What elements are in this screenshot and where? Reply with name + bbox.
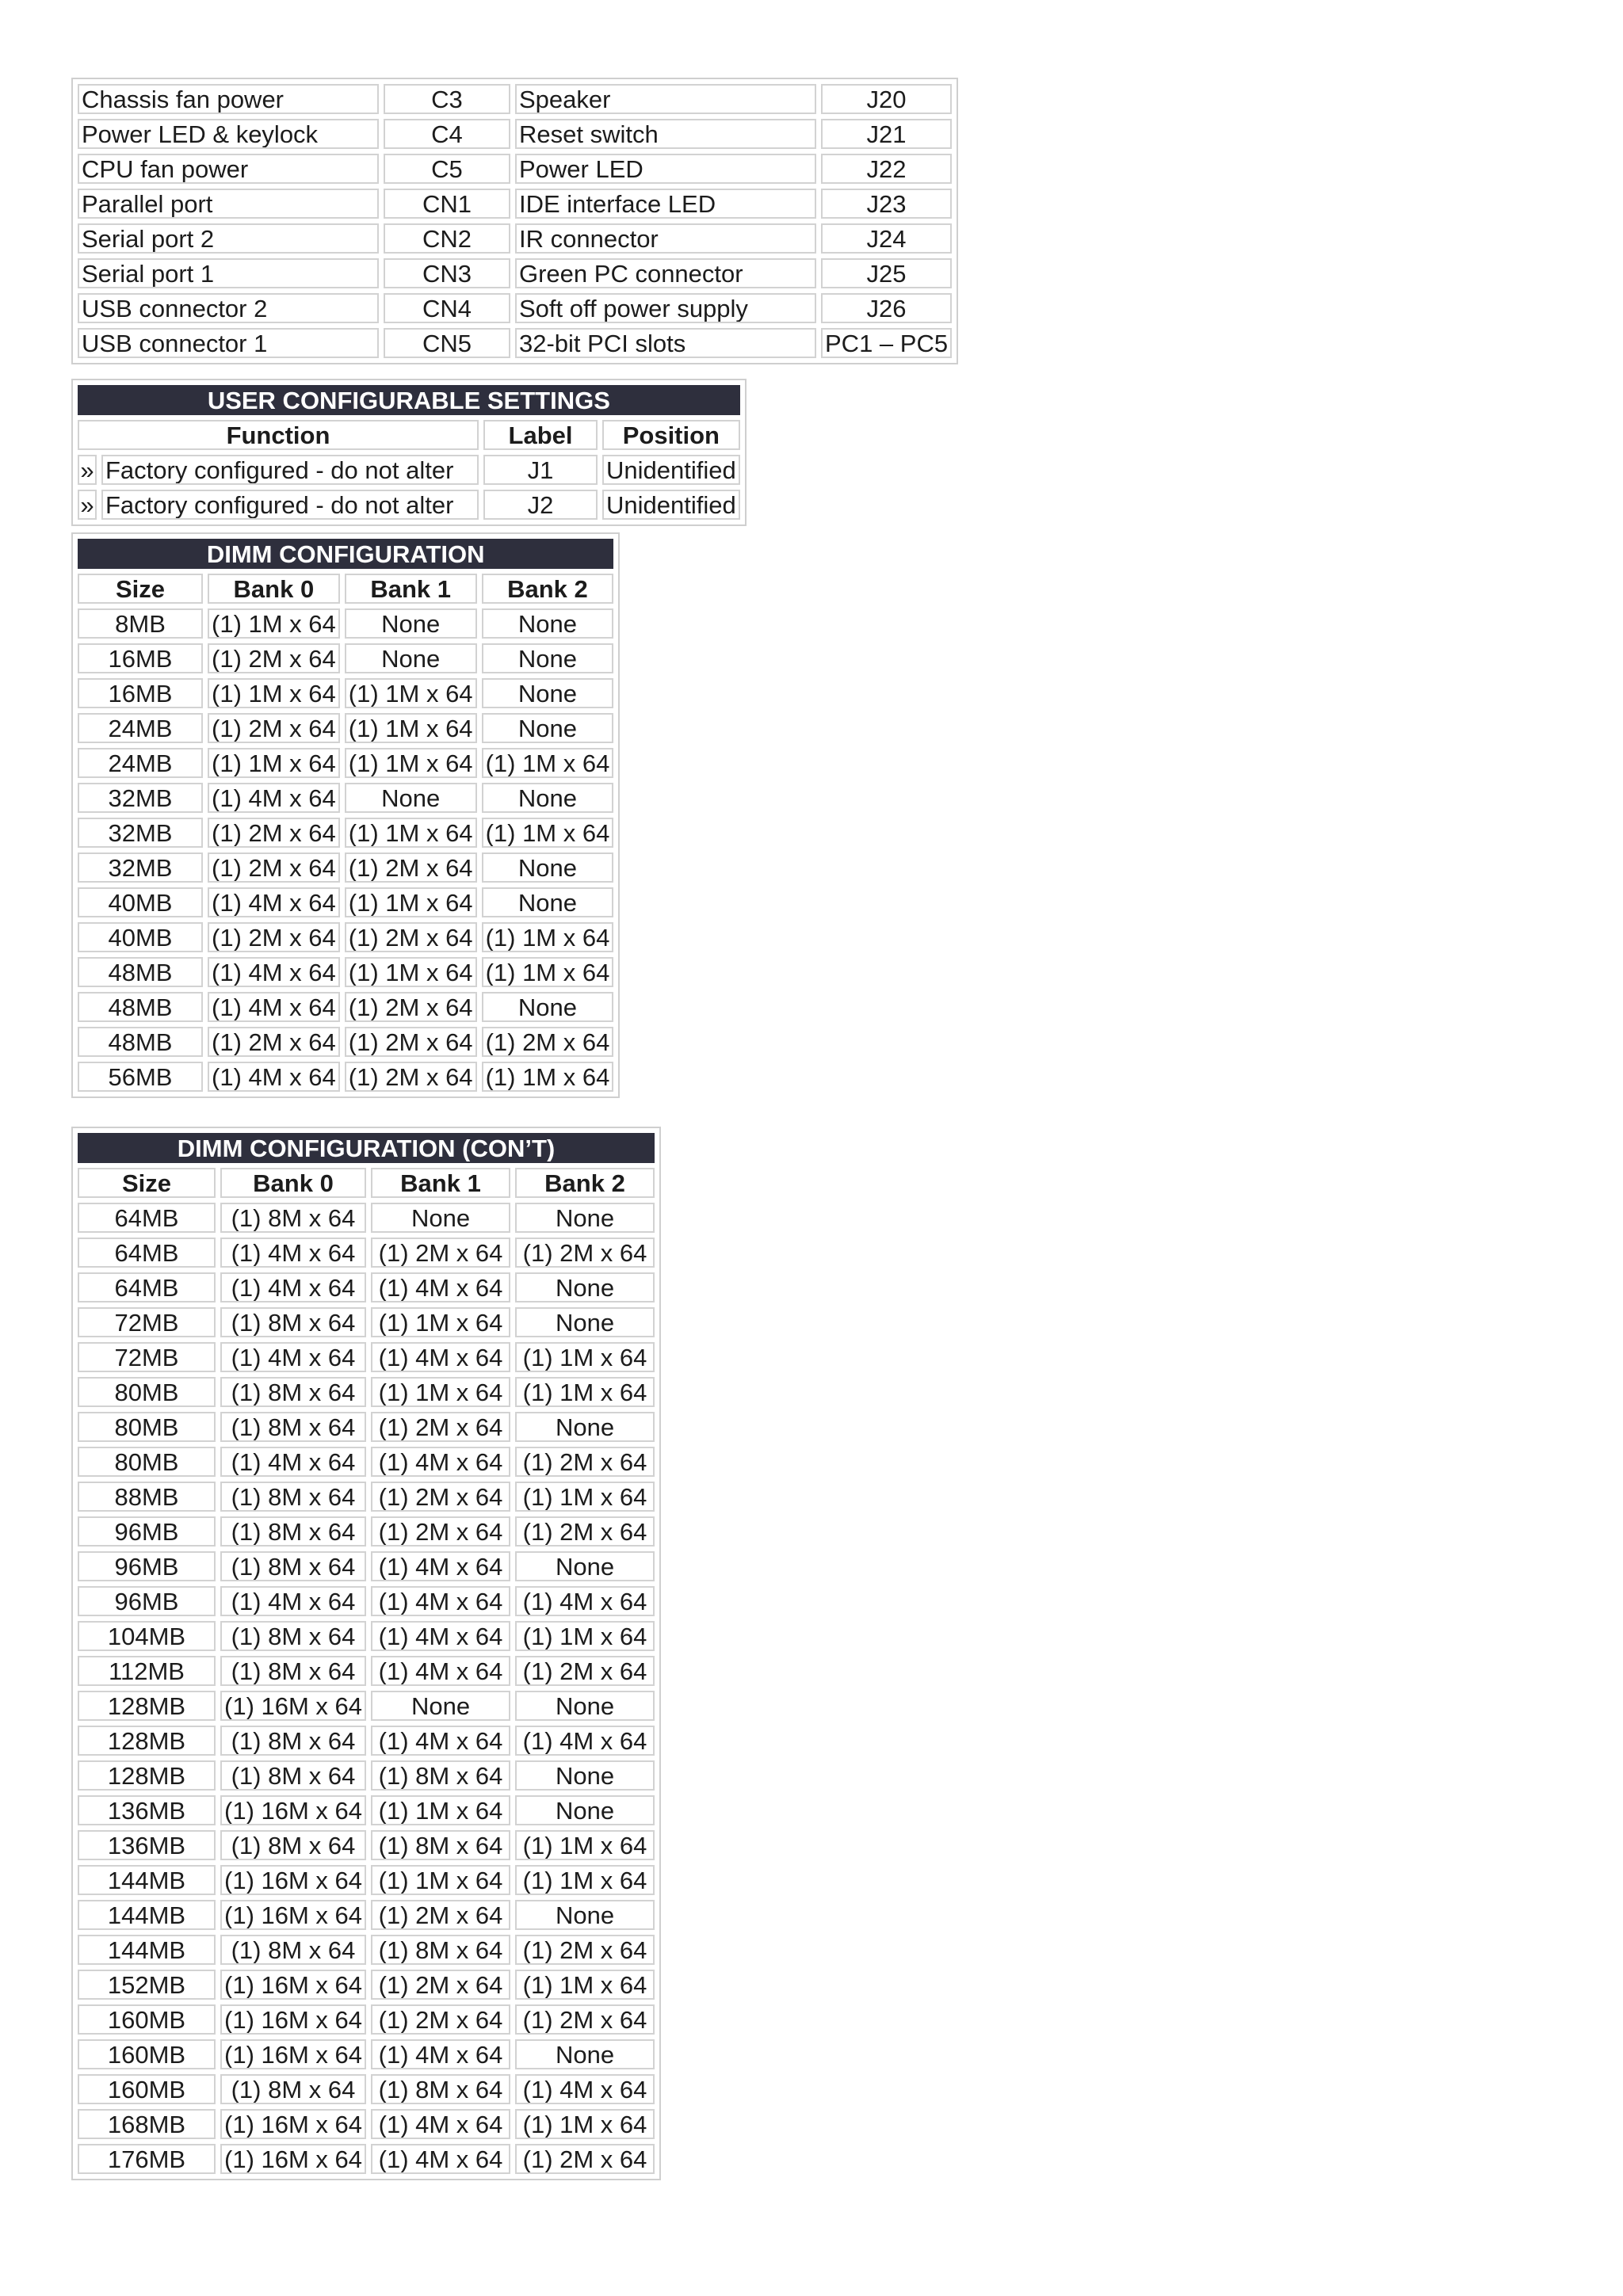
dimm-bank0: (1) 16M x 64 (220, 1865, 366, 1895)
dimm-bank1: (1) 2M x 64 (345, 1062, 477, 1092)
user-settings-header-function: Function (78, 420, 479, 450)
dimm-size: 136MB (78, 1830, 216, 1860)
dimm-size: 112MB (78, 1656, 216, 1686)
connector-label: CN5 (384, 328, 510, 358)
dimm-bank1: (1) 4M x 64 (371, 1342, 510, 1372)
connector-label: CN1 (384, 189, 510, 219)
dimm-bank2: (1) 2M x 64 (515, 2004, 655, 2035)
dimm-size: 64MB (78, 1238, 216, 1268)
dimm-bank1: (1) 8M x 64 (371, 1935, 510, 1965)
table-row (78, 852, 613, 883)
dimm-size: 160MB (78, 2004, 216, 2035)
table-row (78, 1621, 655, 1651)
dimm-bank1: (1) 4M x 64 (371, 1272, 510, 1302)
dimm-bank0: (1) 4M x 64 (220, 1272, 366, 1302)
dimm-bank0: (1) 2M x 64 (208, 852, 340, 883)
table-row (78, 1482, 655, 1512)
table-row (78, 887, 613, 917)
dimm-size: 168MB (78, 2109, 216, 2139)
table-row (78, 84, 952, 114)
dimm-size: 152MB (78, 1970, 216, 2000)
dimm-bank1: (1) 8M x 64 (371, 1830, 510, 1860)
dimm-bank1: (1) 4M x 64 (371, 1726, 510, 1756)
dimm-bank1: (1) 2M x 64 (345, 992, 477, 1022)
dimm-bank1: (1) 2M x 64 (371, 1482, 510, 1512)
connector-function: Serial port 2 (78, 223, 379, 254)
dimm-size: 72MB (78, 1342, 216, 1372)
table-row (78, 328, 952, 358)
dimm-bank2: None (482, 713, 614, 743)
table-row (78, 1412, 655, 1442)
table-row (78, 1691, 655, 1721)
bullet-icon: » (78, 490, 97, 520)
table-row (78, 293, 952, 323)
dimm-bank0: (1) 4M x 64 (208, 992, 340, 1022)
dimm-bank0: (1) 16M x 64 (220, 1795, 366, 1825)
table-row (78, 1238, 655, 1268)
dimm-header-size: Size (78, 574, 203, 604)
connector-function: CPU fan power (78, 154, 379, 184)
table-row (78, 1272, 655, 1302)
dimm-size: 96MB (78, 1586, 216, 1616)
dimm-bank0: (1) 8M x 64 (220, 1307, 366, 1337)
connector-function: USB connector 2 (78, 293, 379, 323)
dimm-header-bank2: Bank 2 (482, 574, 614, 604)
dimm-size: 40MB (78, 922, 203, 952)
dimm-bank2: None (482, 608, 614, 639)
table-row (78, 1027, 613, 1057)
dimm-bank1: None (371, 1691, 510, 1721)
dimm-bank2: (1) 1M x 64 (515, 1830, 655, 1860)
dimm-bank2: (1) 2M x 64 (515, 1447, 655, 1477)
table-row (78, 922, 613, 952)
table-row (78, 1935, 655, 1965)
dimm-size: 48MB (78, 1027, 203, 1057)
user-settings-table (71, 379, 747, 526)
dimm-size: 128MB (78, 1726, 216, 1756)
dimm-header-bank1: Bank 1 (345, 574, 477, 604)
dimm-size: 144MB (78, 1900, 216, 1930)
user-settings-title: USER CONFIGURABLE SETTINGS (78, 385, 740, 415)
dimm-bank0: (1) 8M x 64 (220, 1830, 366, 1860)
dimm-bank1: (1) 1M x 64 (371, 1795, 510, 1825)
dimm-bank2: None (515, 1691, 655, 1721)
table-row (78, 748, 613, 778)
dimm-bank2: None (482, 783, 614, 813)
dimm-size: 160MB (78, 2039, 216, 2069)
table-row (78, 2004, 655, 2035)
dimm-bank1: (1) 1M x 64 (371, 1865, 510, 1895)
dimm-bank2: (1) 2M x 64 (482, 1027, 614, 1057)
dimm-bank0: (1) 1M x 64 (208, 608, 340, 639)
dimm-size: 48MB (78, 992, 203, 1022)
dimm-size: 136MB (78, 1795, 216, 1825)
dimm-bank2: (1) 1M x 64 (515, 1377, 655, 1407)
connector-label: C4 (384, 119, 510, 149)
connector-label: J25 (821, 258, 952, 288)
dimm-size: 64MB (78, 1203, 216, 1233)
dimm-size: 104MB (78, 1621, 216, 1651)
dimm-bank1: (1) 2M x 64 (371, 1238, 510, 1268)
dimm-bank0: (1) 8M x 64 (220, 1935, 366, 1965)
dimm-bank1: (1) 4M x 64 (371, 2109, 510, 2139)
dimm-bank1: (1) 4M x 64 (371, 2039, 510, 2069)
dimm-bank1: (1) 2M x 64 (371, 1970, 510, 2000)
dimm-bank1: None (345, 643, 477, 673)
dimm-bank0: (1) 2M x 64 (208, 643, 340, 673)
dimm-bank0: (1) 8M x 64 (220, 2074, 366, 2104)
table-row (78, 1830, 655, 1860)
dimm-config-body (78, 608, 613, 1092)
dimm-bank1: (1) 4M x 64 (371, 1656, 510, 1686)
dimm-bank2: None (515, 2039, 655, 2069)
dimm-bank2: None (515, 1272, 655, 1302)
table-row (78, 2144, 655, 2174)
dimm-bank0: (1) 2M x 64 (208, 818, 340, 848)
dimm-size: 16MB (78, 678, 203, 708)
dimm-size: 32MB (78, 852, 203, 883)
dimm-bank2: None (515, 1900, 655, 1930)
dimm-size: 16MB (78, 643, 203, 673)
table-row (78, 783, 613, 813)
dimm-bank0: (1) 4M x 64 (208, 887, 340, 917)
setting-label: J1 (483, 455, 598, 485)
dimm-size: 160MB (78, 2074, 216, 2104)
connector-table (71, 78, 958, 364)
dimm-bank0: (1) 8M x 64 (220, 1516, 366, 1547)
connector-function: Parallel port (78, 189, 379, 219)
dimm-cont-header-bank2: Bank 2 (515, 1168, 655, 1198)
dimm-size: 32MB (78, 783, 203, 813)
table-row (78, 1447, 655, 1477)
table-row (78, 490, 740, 520)
setting-function: Factory configured - do not alter (101, 455, 479, 485)
table-row (78, 818, 613, 848)
dimm-bank1: (1) 4M x 64 (371, 1447, 510, 1477)
connector-label: J24 (821, 223, 952, 254)
connector-function: IDE interface LED (515, 189, 816, 219)
table-row (78, 119, 952, 149)
dimm-bank0: (1) 16M x 64 (220, 1691, 366, 1721)
table-row (78, 1586, 655, 1616)
dimm-bank2: None (515, 1307, 655, 1337)
connector-function: Reset switch (515, 119, 816, 149)
dimm-bank0: (1) 2M x 64 (208, 922, 340, 952)
dimm-size: 144MB (78, 1935, 216, 1965)
table-row (78, 1795, 655, 1825)
dimm-bank1: (1) 1M x 64 (371, 1377, 510, 1407)
dimm-bank1: (1) 2M x 64 (371, 1900, 510, 1930)
dimm-bank1: (1) 1M x 64 (345, 818, 477, 848)
connector-label: J21 (821, 119, 952, 149)
dimm-size: 80MB (78, 1447, 216, 1477)
user-settings-header-label: Label (483, 420, 598, 450)
dimm-size: 32MB (78, 818, 203, 848)
dimm-bank0: (1) 4M x 64 (220, 1238, 366, 1268)
dimm-bank0: (1) 8M x 64 (220, 1377, 366, 1407)
dimm-bank0: (1) 8M x 64 (220, 1203, 366, 1233)
connector-function: Speaker (515, 84, 816, 114)
table-row (78, 455, 740, 485)
dimm-bank0: (1) 2M x 64 (208, 713, 340, 743)
dimm-bank0: (1) 8M x 64 (220, 1551, 366, 1581)
dimm-bank2: (1) 1M x 64 (482, 922, 614, 952)
connector-function: Chassis fan power (78, 84, 379, 114)
table-row (78, 189, 952, 219)
connector-function: USB connector 1 (78, 328, 379, 358)
table-row (78, 2109, 655, 2139)
dimm-bank1: (1) 2M x 64 (371, 1412, 510, 1442)
dimm-bank1: (1) 4M x 64 (371, 2144, 510, 2174)
user-settings-header-position: Position (602, 420, 740, 450)
dimm-bank0: (1) 4M x 64 (220, 1447, 366, 1477)
table-row (78, 1342, 655, 1372)
dimm-bank2: (1) 4M x 64 (515, 2074, 655, 2104)
dimm-bank2: None (515, 1203, 655, 1233)
dimm-bank0: (1) 8M x 64 (220, 1656, 366, 1686)
setting-position: Unidentified (602, 455, 740, 485)
dimm-config-title: DIMM CONFIGURATION (78, 539, 613, 569)
table-row (78, 678, 613, 708)
dimm-size: 24MB (78, 713, 203, 743)
dimm-bank0: (1) 16M x 64 (220, 1970, 366, 2000)
dimm-bank2: (1) 4M x 64 (515, 1726, 655, 1756)
connector-label: C5 (384, 154, 510, 184)
dimm-bank1: (1) 2M x 64 (345, 1027, 477, 1057)
dimm-bank2: (1) 1M x 64 (515, 1865, 655, 1895)
dimm-bank2: None (482, 852, 614, 883)
dimm-bank2: (1) 2M x 64 (515, 1238, 655, 1268)
dimm-size: 176MB (78, 2144, 216, 2174)
dimm-bank2: None (515, 1412, 655, 1442)
dimm-size: 96MB (78, 1516, 216, 1547)
dimm-bank2: (1) 1M x 64 (482, 748, 614, 778)
dimm-size: 80MB (78, 1412, 216, 1442)
connector-label: PC1 – PC5 (821, 328, 952, 358)
dimm-bank1: (1) 4M x 64 (371, 1621, 510, 1651)
dimm-bank0: (1) 1M x 64 (208, 748, 340, 778)
setting-function: Factory configured - do not alter (101, 490, 479, 520)
dimm-bank1: (1) 1M x 64 (345, 957, 477, 987)
dimm-size: 40MB (78, 887, 203, 917)
dimm-header-bank0: Bank 0 (208, 574, 340, 604)
dimm-bank1: (1) 1M x 64 (371, 1307, 510, 1337)
table-row (78, 2074, 655, 2104)
dimm-bank1: None (345, 608, 477, 639)
connector-label: J22 (821, 154, 952, 184)
connector-function: Serial port 1 (78, 258, 379, 288)
dimm-bank0: (1) 8M x 64 (220, 1760, 366, 1791)
connector-function: Power LED (515, 154, 816, 184)
dimm-bank1: (1) 4M x 64 (371, 1586, 510, 1616)
dimm-bank2: (1) 1M x 64 (515, 1621, 655, 1651)
connector-label: C3 (384, 84, 510, 114)
dimm-config-cont-table (71, 1127, 661, 2180)
dimm-bank1: (1) 1M x 64 (345, 748, 477, 778)
dimm-bank1: (1) 1M x 64 (345, 678, 477, 708)
dimm-config-table (71, 532, 620, 1098)
connector-table-body (78, 84, 952, 358)
dimm-bank2: None (482, 887, 614, 917)
dimm-bank1: (1) 2M x 64 (345, 852, 477, 883)
dimm-bank2: (1) 2M x 64 (515, 2144, 655, 2174)
dimm-size: 96MB (78, 1551, 216, 1581)
connector-function: IR connector (515, 223, 816, 254)
table-row (78, 1307, 655, 1337)
dimm-bank0: (1) 16M x 64 (220, 2144, 366, 2174)
dimm-bank0: (1) 16M x 64 (220, 1900, 366, 1930)
dimm-bank0: (1) 16M x 64 (220, 2109, 366, 2139)
dimm-bank0: (1) 4M x 64 (220, 1342, 366, 1372)
connector-function: Green PC connector (515, 258, 816, 288)
dimm-bank1: (1) 2M x 64 (345, 922, 477, 952)
dimm-bank2: None (515, 1795, 655, 1825)
table-row (78, 1760, 655, 1791)
dimm-bank0: (1) 8M x 64 (220, 1726, 366, 1756)
connector-label: J26 (821, 293, 952, 323)
dimm-size: 56MB (78, 1062, 203, 1092)
dimm-size: 128MB (78, 1691, 216, 1721)
dimm-size: 88MB (78, 1482, 216, 1512)
connector-label: CN4 (384, 293, 510, 323)
dimm-size: 8MB (78, 608, 203, 639)
dimm-config-cont-title: DIMM CONFIGURATION (CON’T) (78, 1133, 655, 1163)
dimm-bank2: None (482, 678, 614, 708)
table-row (78, 1203, 655, 1233)
dimm-bank1: (1) 8M x 64 (371, 1760, 510, 1791)
dimm-bank1: None (371, 1203, 510, 1233)
dimm-bank0: (1) 4M x 64 (208, 1062, 340, 1092)
dimm-size: 144MB (78, 1865, 216, 1895)
bullet-icon: » (78, 455, 97, 485)
table-row (78, 1377, 655, 1407)
dimm-size: 72MB (78, 1307, 216, 1337)
dimm-bank2: (1) 2M x 64 (515, 1516, 655, 1547)
dimm-size: 80MB (78, 1377, 216, 1407)
user-settings-body (78, 455, 740, 520)
dimm-bank2: (1) 1M x 64 (482, 1062, 614, 1092)
table-row (78, 2039, 655, 2069)
dimm-bank2: (1) 2M x 64 (515, 1656, 655, 1686)
dimm-size: 128MB (78, 1760, 216, 1791)
table-row (78, 1656, 655, 1686)
connector-function: Soft off power supply (515, 293, 816, 323)
dimm-bank1: (1) 8M x 64 (371, 2074, 510, 2104)
dimm-bank0: (1) 8M x 64 (220, 1621, 366, 1651)
dimm-bank0: (1) 2M x 64 (208, 1027, 340, 1057)
table-row (78, 1726, 655, 1756)
dimm-bank0: (1) 8M x 64 (220, 1482, 366, 1512)
dimm-bank0: (1) 4M x 64 (208, 957, 340, 987)
dimm-cont-header-size: Size (78, 1168, 216, 1198)
dimm-cont-header-bank0: Bank 0 (220, 1168, 366, 1198)
dimm-bank1: (1) 1M x 64 (345, 887, 477, 917)
table-row (78, 713, 613, 743)
dimm-bank2: (1) 1M x 64 (515, 2109, 655, 2139)
dimm-bank2: (1) 1M x 64 (515, 1970, 655, 2000)
table-row (78, 643, 613, 673)
dimm-bank1: (1) 2M x 64 (371, 1516, 510, 1547)
table-row (78, 608, 613, 639)
table-row (78, 1062, 613, 1092)
table-row (78, 258, 952, 288)
dimm-bank0: (1) 8M x 64 (220, 1412, 366, 1442)
connector-label: J20 (821, 84, 952, 114)
dimm-config-cont-body (78, 1203, 655, 2174)
table-row (78, 1516, 655, 1547)
dimm-size: 64MB (78, 1272, 216, 1302)
dimm-bank2: None (515, 1551, 655, 1581)
setting-label: J2 (483, 490, 598, 520)
setting-position: Unidentified (602, 490, 740, 520)
dimm-bank1: None (345, 783, 477, 813)
dimm-size: 24MB (78, 748, 203, 778)
dimm-bank2: (1) 2M x 64 (515, 1935, 655, 1965)
dimm-bank2: (1) 1M x 64 (515, 1482, 655, 1512)
table-row (78, 154, 952, 184)
dimm-bank0: (1) 16M x 64 (220, 2004, 366, 2035)
dimm-bank1: (1) 1M x 64 (345, 713, 477, 743)
dimm-bank2: (1) 1M x 64 (515, 1342, 655, 1372)
table-row (78, 223, 952, 254)
connector-label: J23 (821, 189, 952, 219)
dimm-size: 48MB (78, 957, 203, 987)
connector-label: CN3 (384, 258, 510, 288)
dimm-bank0: (1) 16M x 64 (220, 2039, 366, 2069)
table-row (78, 1900, 655, 1930)
dimm-bank1: (1) 4M x 64 (371, 1551, 510, 1581)
table-row (78, 957, 613, 987)
table-row (78, 1551, 655, 1581)
dimm-bank2: None (482, 992, 614, 1022)
dimm-bank2: (1) 4M x 64 (515, 1586, 655, 1616)
dimm-bank2: (1) 1M x 64 (482, 957, 614, 987)
dimm-cont-header-bank1: Bank 1 (371, 1168, 510, 1198)
dimm-bank0: (1) 4M x 64 (220, 1586, 366, 1616)
dimm-bank0: (1) 4M x 64 (208, 783, 340, 813)
dimm-bank1: (1) 2M x 64 (371, 2004, 510, 2035)
connector-label: CN2 (384, 223, 510, 254)
table-row (78, 992, 613, 1022)
connector-function: Power LED & keylock (78, 119, 379, 149)
dimm-bank0: (1) 1M x 64 (208, 678, 340, 708)
dimm-bank2: (1) 1M x 64 (482, 818, 614, 848)
dimm-bank2: None (515, 1760, 655, 1791)
dimm-bank2: None (482, 643, 614, 673)
connector-function: 32-bit PCI slots (515, 328, 816, 358)
table-row (78, 1865, 655, 1895)
table-row (78, 1970, 655, 2000)
